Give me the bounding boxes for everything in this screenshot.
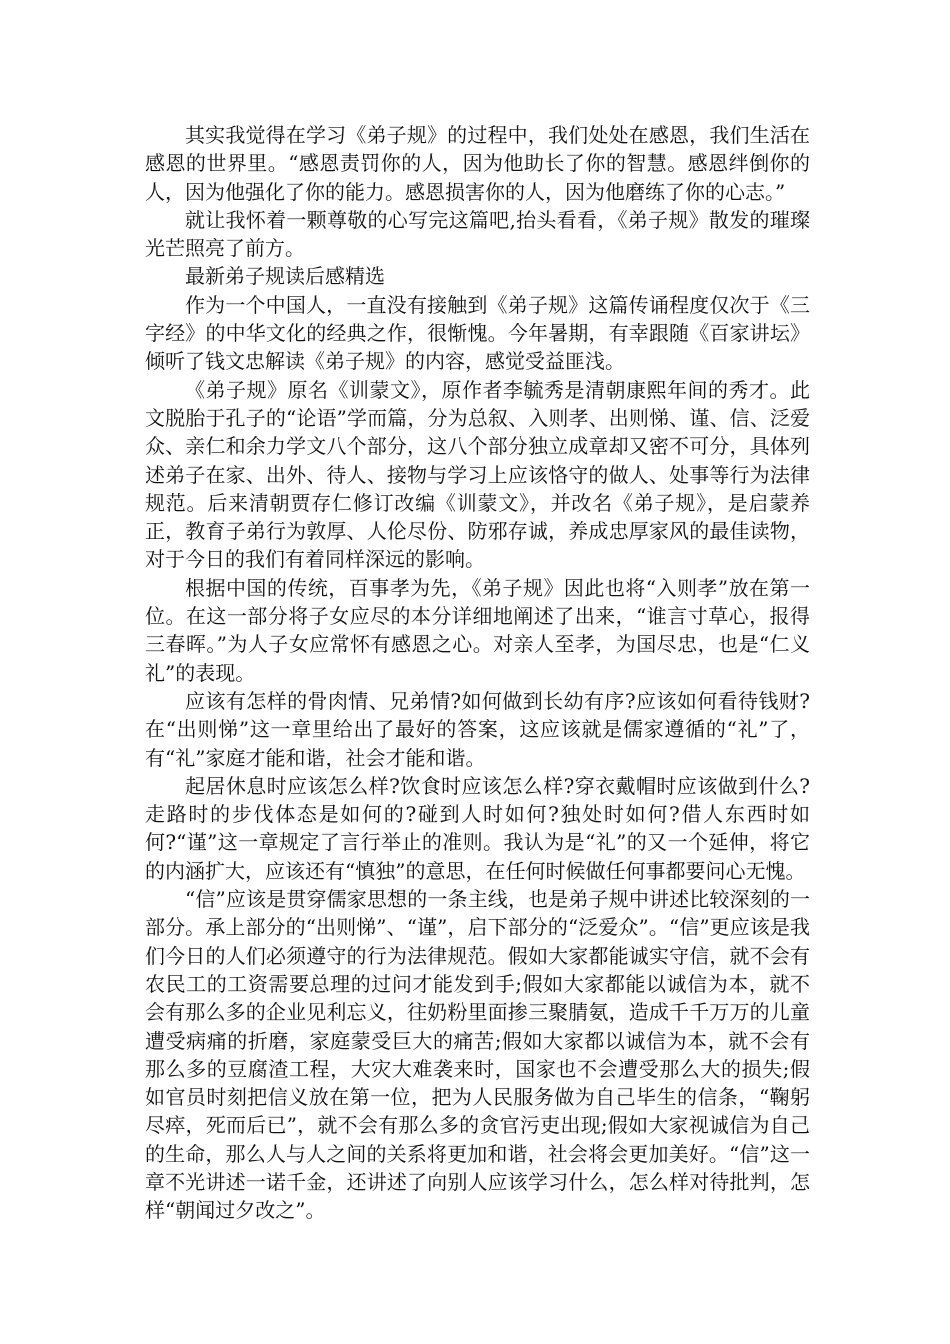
paragraph-introduction: 作为一个中国人，一直没有接触到《弟子规》这篇传诵程度仅次于《三字经》的中华文化的经典之作，很惭愧。今年暑期，有幸跟随《百家讲坛》倾听了钱文忠解读《弟子规》的内容，感觉受益匪浅。 — [145, 292, 810, 374]
paragraph-prudence: 起居休息时应该怎么样?饮食时应该怎么样?穿衣戴帽时应该做到什么?走路时的步伐体态是如何的?碰到人时如何?独处时如何?借人东西时如何?“谨”这一章规定了言行举止的准则。我认为是“礼”的又一个延伸，将它的内涵扩大，应该还有“慎独”的意思，在任何时候做任何事都要问心无愧。 — [145, 773, 810, 883]
paragraph-closing: 就让我怀着一颗尊敬的心写完这篇吧,抬头看看，《弟子规》散发的璀璨光芒照亮了前方。 — [145, 207, 810, 261]
paragraph-gratitude: 其实我觉得在学习《弟子规》的过程中，我们处处在感恩，我们生活在感恩的世界里。“感恩责罚你的人，因为他助长了你的智慧。感恩绊倒你的人，因为他强化了你的能力。感恩损害你的人，因为他磨练了你的心志。” — [145, 123, 810, 204]
paragraph-origin: 《弟子规》原名《训蒙文》，原作者李毓秀是清朝康熙年间的秀才。此文脱胎于孔子的“论语”学而篇，分为总叙、入则孝、出则悌、谨、信、泛爱众、亲仁和余力学文八个部分，这八个部分独立成章却又密不可分，具体列述弟子在家、出外、待人、接物与学习上应该恪守的做人、处事等行为法律规范。后来清朝贾存仁修订改编《训蒙文》，并改名《弟子规》，是启蒙养正，教育子弟行为敦厚、人伦尽份、防邪存诚，养成忠厚家风的最佳读物，对于今日的我们有着同样深远的影响。 — [145, 377, 810, 572]
document-body — [145, 121, 810, 1225]
paragraph-filial-piety: 根据中国的传统，百事孝为先，《弟子规》因此也将“入则孝”放在第一位。在这一部分将子女应尽的本分详细地阐述了出来，“谁言寸草心，报得三春晖。”为人子女应常怀有感恩之心。对亲人至孝，为国尽忠，也是“仁义礼”的表现。 — [145, 575, 810, 685]
paragraph-trust: “信”应该是贯穿儒家思想的一条主线，也是弟子规中讲述比较深刻的一部分。承上部分的“出则悌”、“谨”，启下部分的“泛爱众”。“信”更应该是我们今日的人们必须遵守的行为法律规范。假如大家都能诚实守信，就不会有农民工的工资需要总理的过问才能发到手;假如大家都能以诚信为本，就不会有那么多的企业见利忘义，往奶粉里面掺三聚腈氨，造成千千万万的儿童遭受病痛的折磨，家庭蒙受巨大的痛苦;假如大家都以诚信为本，就不会有那么多的豆腐渣工程，大灾大难袭来时，国家也不会遭受那么大的损失;假如官员时刻把信义放在第一位，把为人民服务做为自己毕生的信条，“鞠躬尽瘁，死而后已”，就不会有那么多的贪官污吏出现;假如大家视诚信为自己的生命，那么人与人之间的关系将更加和谐，社会将会更加美好。“信”这一章不光讲述一诺千金，还讲述了向别人应该学习什么，怎么样对待批判，怎样“朝闻过夕改之”。 — [145, 887, 810, 1223]
paragraph-brotherhood: 应该有怎样的骨肉情、兄弟情?如何做到长幼有序?应该如何看待钱财?在“出则悌”这一章里给出了最好的答案，这应该就是儒家遵循的“礼”了，有“礼”家庭才能和谐，社会才能和谐。 — [145, 688, 810, 770]
section-heading: 最新弟子规读后感精选 — [185, 264, 385, 289]
